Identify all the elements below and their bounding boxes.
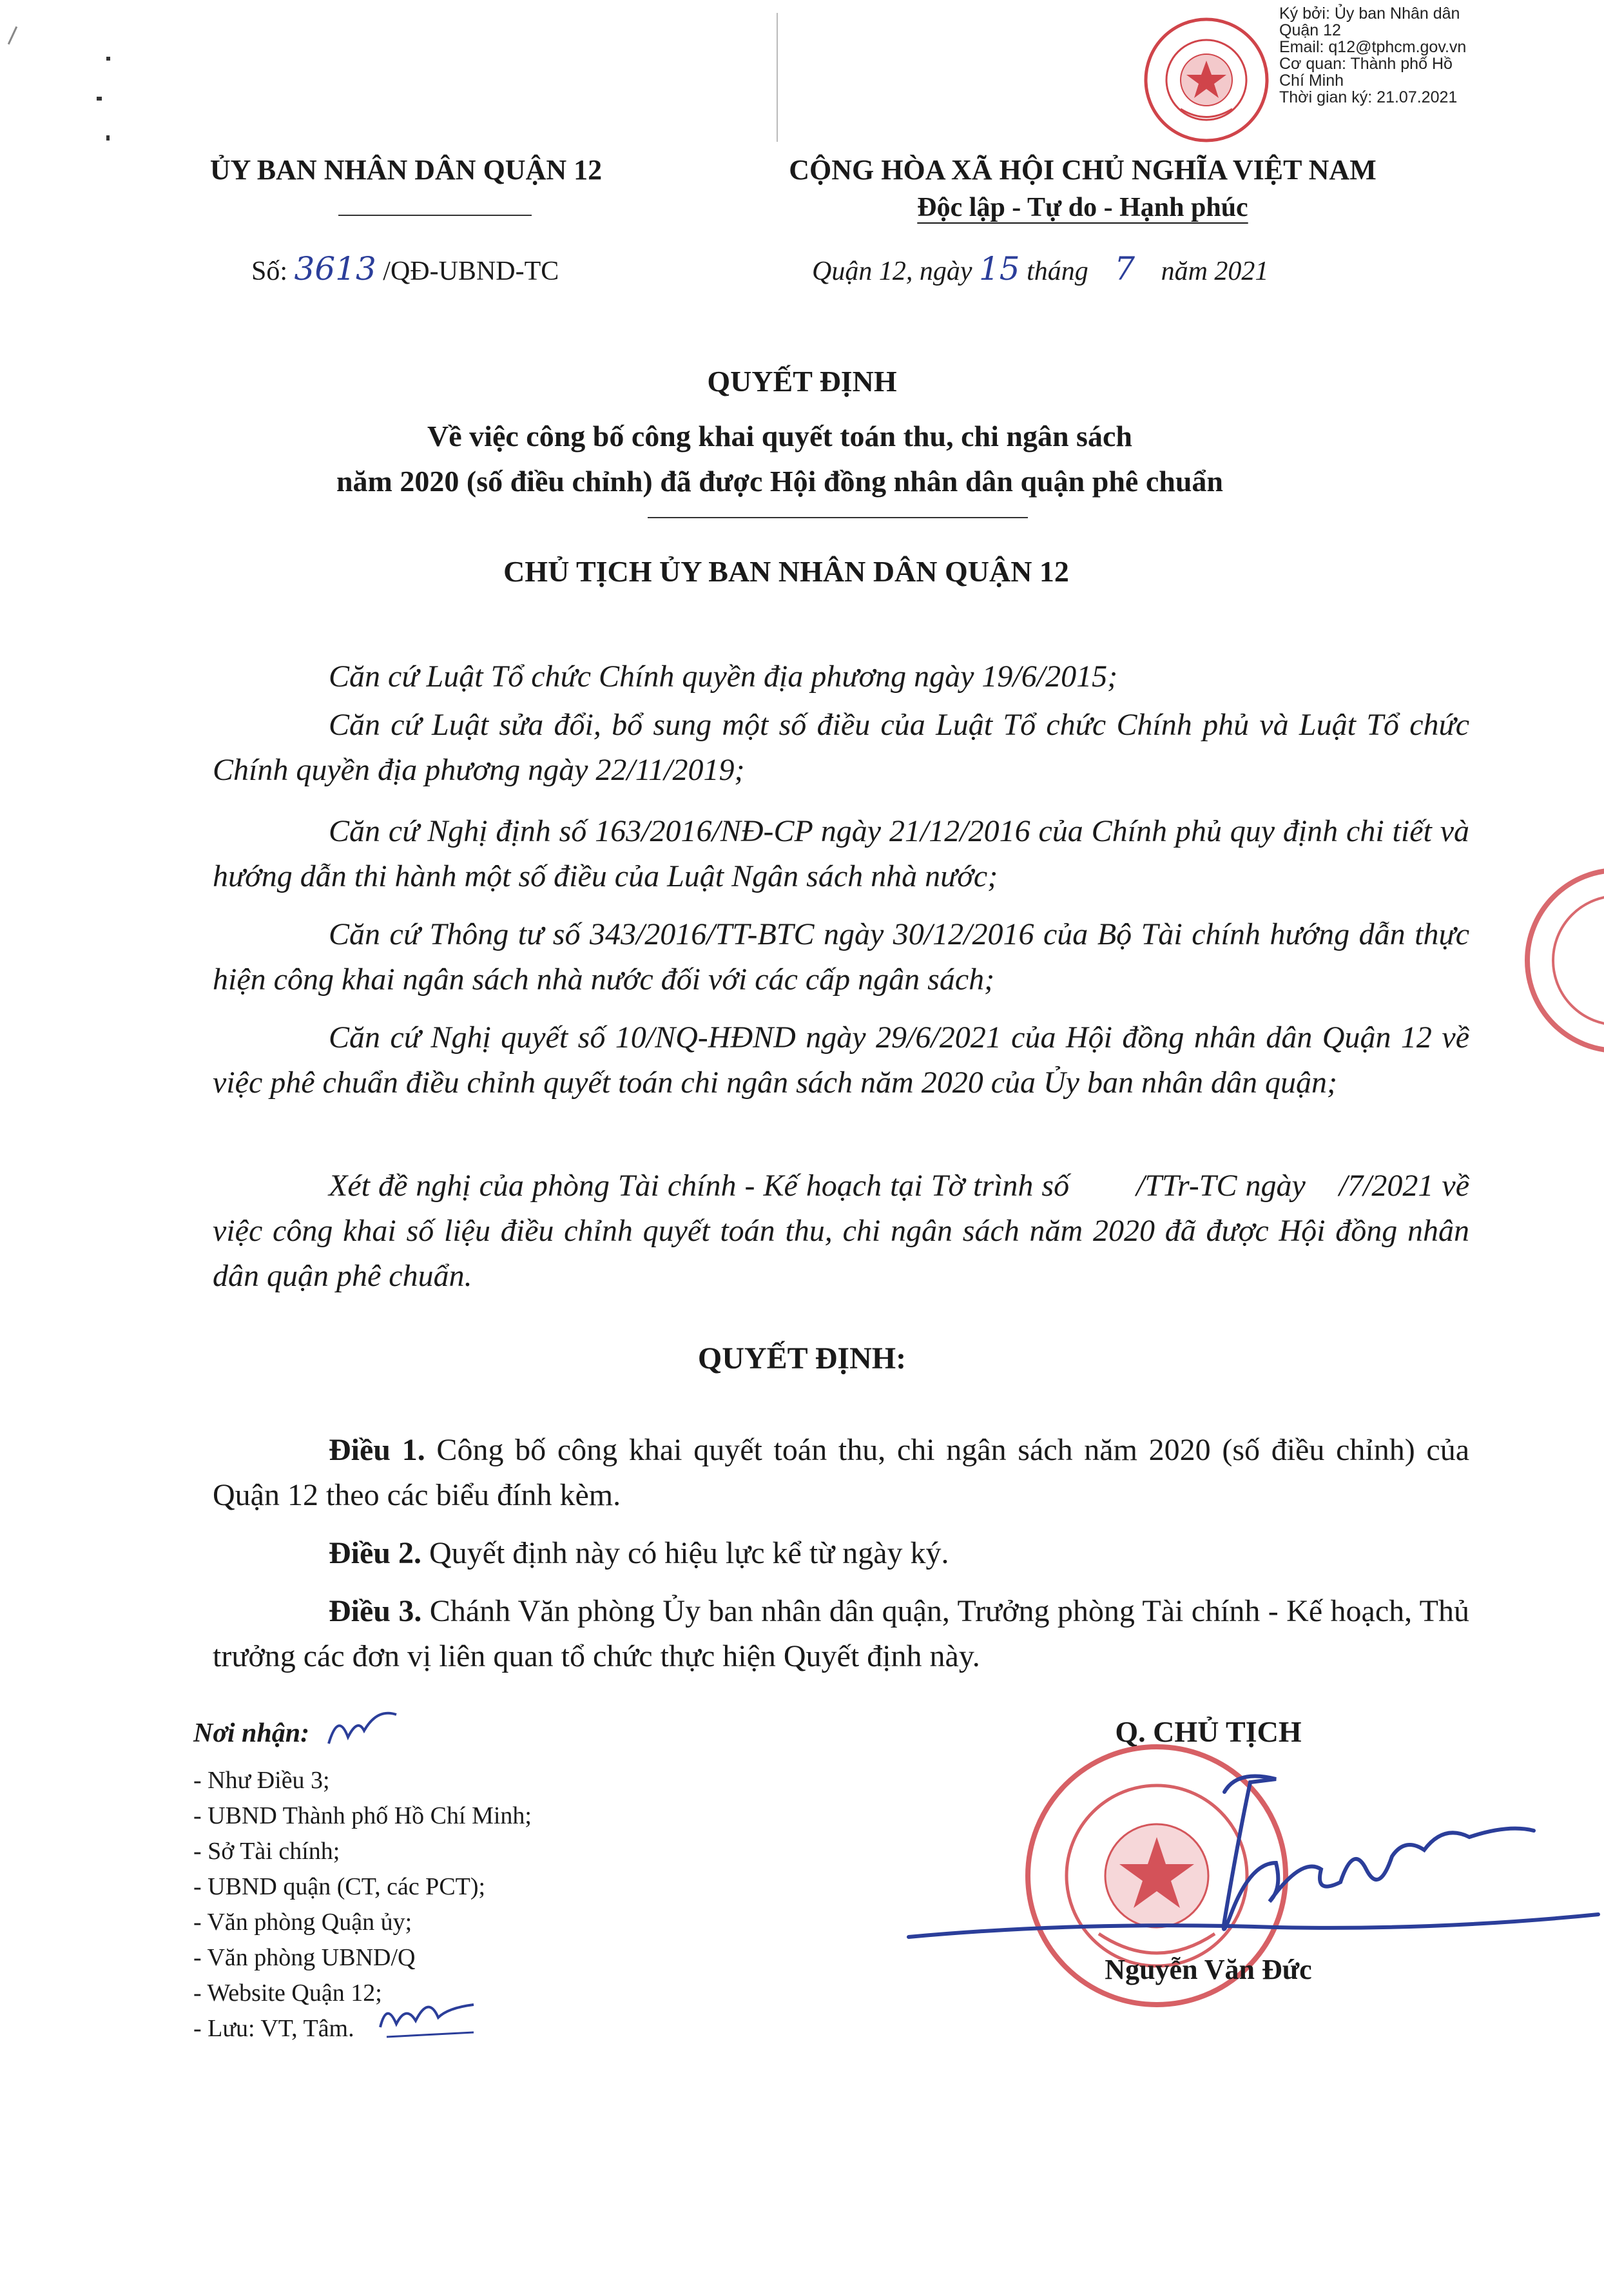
signer-name: Nguyễn Văn Đức bbox=[1105, 1954, 1312, 1985]
date-month-word: tháng bbox=[1027, 257, 1088, 286]
scan-mark bbox=[8, 26, 17, 44]
header-divider bbox=[338, 215, 532, 216]
signer-title: Q. CHỦ TỊCH bbox=[1115, 1715, 1302, 1748]
signature-line: Chí Minh bbox=[1279, 72, 1344, 90]
decision-heading: QUYẾT ĐỊNH: bbox=[697, 1341, 907, 1376]
recipient-item: - Website Quận 12; bbox=[193, 1980, 382, 2007]
document-number-prefix: Số: bbox=[251, 257, 288, 286]
legal-basis: Căn cứ Thông tư số 343/2016/TT-BTC ngày 30/12/2016 của Bộ Tài chính hướng dẫn thực hiện công khai ngân sách nhà nước đối với các cấp ngân sách; bbox=[213, 917, 1469, 997]
subject-line-2: năm 2020 (số điều chỉnh) đã được Hội đồng nhân dân quận phê chuẩn bbox=[336, 465, 1224, 498]
agency-name: ỦY BAN NHÂN DÂN QUẬN 12 bbox=[209, 154, 603, 186]
scan-mark bbox=[106, 135, 110, 141]
issuing-authority: CHỦ TỊCH ỦY BAN NHÂN DÂN QUẬN 12 bbox=[503, 555, 1069, 588]
legal-basis: Căn cứ Nghị định số 163/2016/NĐ-CP ngày 21/12/2016 của Chính phủ quy định chi tiết và hướng dẫn thi hành một số điều của Luật Ngân sách nhà nước; bbox=[213, 814, 1469, 893]
digital-signature-info bbox=[1279, 5, 1589, 106]
recipients-list bbox=[193, 1763, 532, 2047]
recipients-title: Nơi nhận: bbox=[193, 1718, 310, 1748]
recipient-item: - Sở Tài chính; bbox=[193, 1838, 340, 1865]
date-day: 15 bbox=[978, 250, 1020, 287]
article-3-text: Chánh Văn phòng Ủy ban nhân dân quận, Trưởng phòng Tài chính - Kế hoạch, Thủ trưởng các đơn vị liên quan tổ chức thực hiện Quyết định này. bbox=[213, 1594, 1470, 1673]
signature-line: Quận 12 bbox=[1279, 21, 1341, 39]
recipient-item: - UBND quận (CT, các PCT); bbox=[193, 1873, 486, 1900]
signature-line: Cơ quan: Thành phố Hồ bbox=[1279, 55, 1453, 73]
margin-red-seal bbox=[1489, 864, 1604, 1057]
document-number-handwritten: 3613 bbox=[294, 250, 376, 287]
article-2 bbox=[213, 1531, 1469, 1576]
article-2-label: Điều 2. bbox=[329, 1536, 421, 1570]
handwritten-initials bbox=[325, 1705, 403, 1760]
recipient-item: - Văn phòng UBND/Q bbox=[193, 1944, 416, 1971]
national-motto: Độc lập - Tự do - Hạnh phúc bbox=[917, 193, 1248, 222]
recipient-item: - Văn phòng Quận ủy; bbox=[193, 1909, 412, 1936]
scan-mark bbox=[97, 97, 102, 101]
legal-basis: Căn cứ Luật Tổ chức Chính quyền địa phương ngày 19/6/2015; bbox=[329, 659, 1118, 694]
article-3-label: Điều 3. bbox=[329, 1594, 422, 1628]
legal-basis: Căn cứ Nghị quyết số 10/NQ-HĐND ngày 29/6/2021 của Hội đồng nhân dân Quận 12 về việc phê chuẩn điều chỉnh quyết toán chi ngân sách năm 2020 của Ủy ban nhân dân quận; bbox=[213, 1020, 1469, 1100]
date-month: 7 bbox=[1114, 250, 1135, 287]
article-3 bbox=[213, 1589, 1469, 1679]
legal-basis: Căn cứ Luật sửa đổi, bổ sung một số điều của Luật Tổ chức Chính phủ và Luật Tổ chức Chính quyền địa phương ngày 22/11/2019; bbox=[213, 708, 1469, 787]
recipient-item: - Như Điều 3; bbox=[193, 1767, 330, 1794]
signature-line: Thời gian ký: 21.07.2021 bbox=[1279, 88, 1458, 106]
handwritten-initials bbox=[377, 1989, 480, 2050]
date-year: năm 2021 bbox=[1161, 257, 1269, 286]
handwritten-signature bbox=[889, 1766, 1604, 1979]
scan-mark bbox=[106, 57, 110, 61]
digital-signature-stamp bbox=[1142, 15, 1271, 144]
article-2-text: Quyết định này có hiệu lực kể từ ngày ký. bbox=[421, 1536, 949, 1570]
country-name: CỘNG HÒA XÃ HỘI CHỦ NGHĨA VIỆT NAM bbox=[789, 154, 1377, 186]
scan-line bbox=[777, 13, 778, 142]
recipient-item: - Lưu: VT, Tâm. bbox=[193, 2015, 354, 2042]
signature-line: Ký bởi: Ủy ban Nhân dân bbox=[1279, 5, 1460, 23]
document-number bbox=[251, 250, 559, 287]
signature-line: Email: q12@tphcm.gov.vn bbox=[1279, 38, 1467, 56]
recipient-item: - UBND Thành phố Hồ Chí Minh; bbox=[193, 1802, 532, 1829]
article-1-label: Điều 1. bbox=[329, 1433, 425, 1467]
date-prefix: Quận 12, ngày bbox=[812, 257, 972, 286]
article-1-text: Công bố công khai quyết toán thu, chi ngân sách năm 2020 (số điều chỉnh) của Quận 12 theo các biểu đính kèm. bbox=[213, 1433, 1470, 1512]
subject-line-1: Về việc công bố công khai quyết toán thu, chi ngân sách bbox=[427, 420, 1132, 452]
article-1 bbox=[213, 1428, 1469, 1518]
document-date bbox=[812, 250, 1268, 287]
document-number-suffix: /QĐ-UBND-TC bbox=[383, 257, 559, 286]
document-title: QUYẾT ĐỊNH bbox=[707, 365, 897, 398]
proposal: Xét đề nghị của phòng Tài chính - Kế hoạch tại Tờ trình số /TTr-TC ngày /7/2021 về việc công khai số liệu điều chỉnh quyết toán thu, chi ngân sách năm 2020 đã được Hội đồng nhân dân quận phê chuẩn. bbox=[213, 1169, 1477, 1293]
title-divider bbox=[648, 517, 1028, 518]
